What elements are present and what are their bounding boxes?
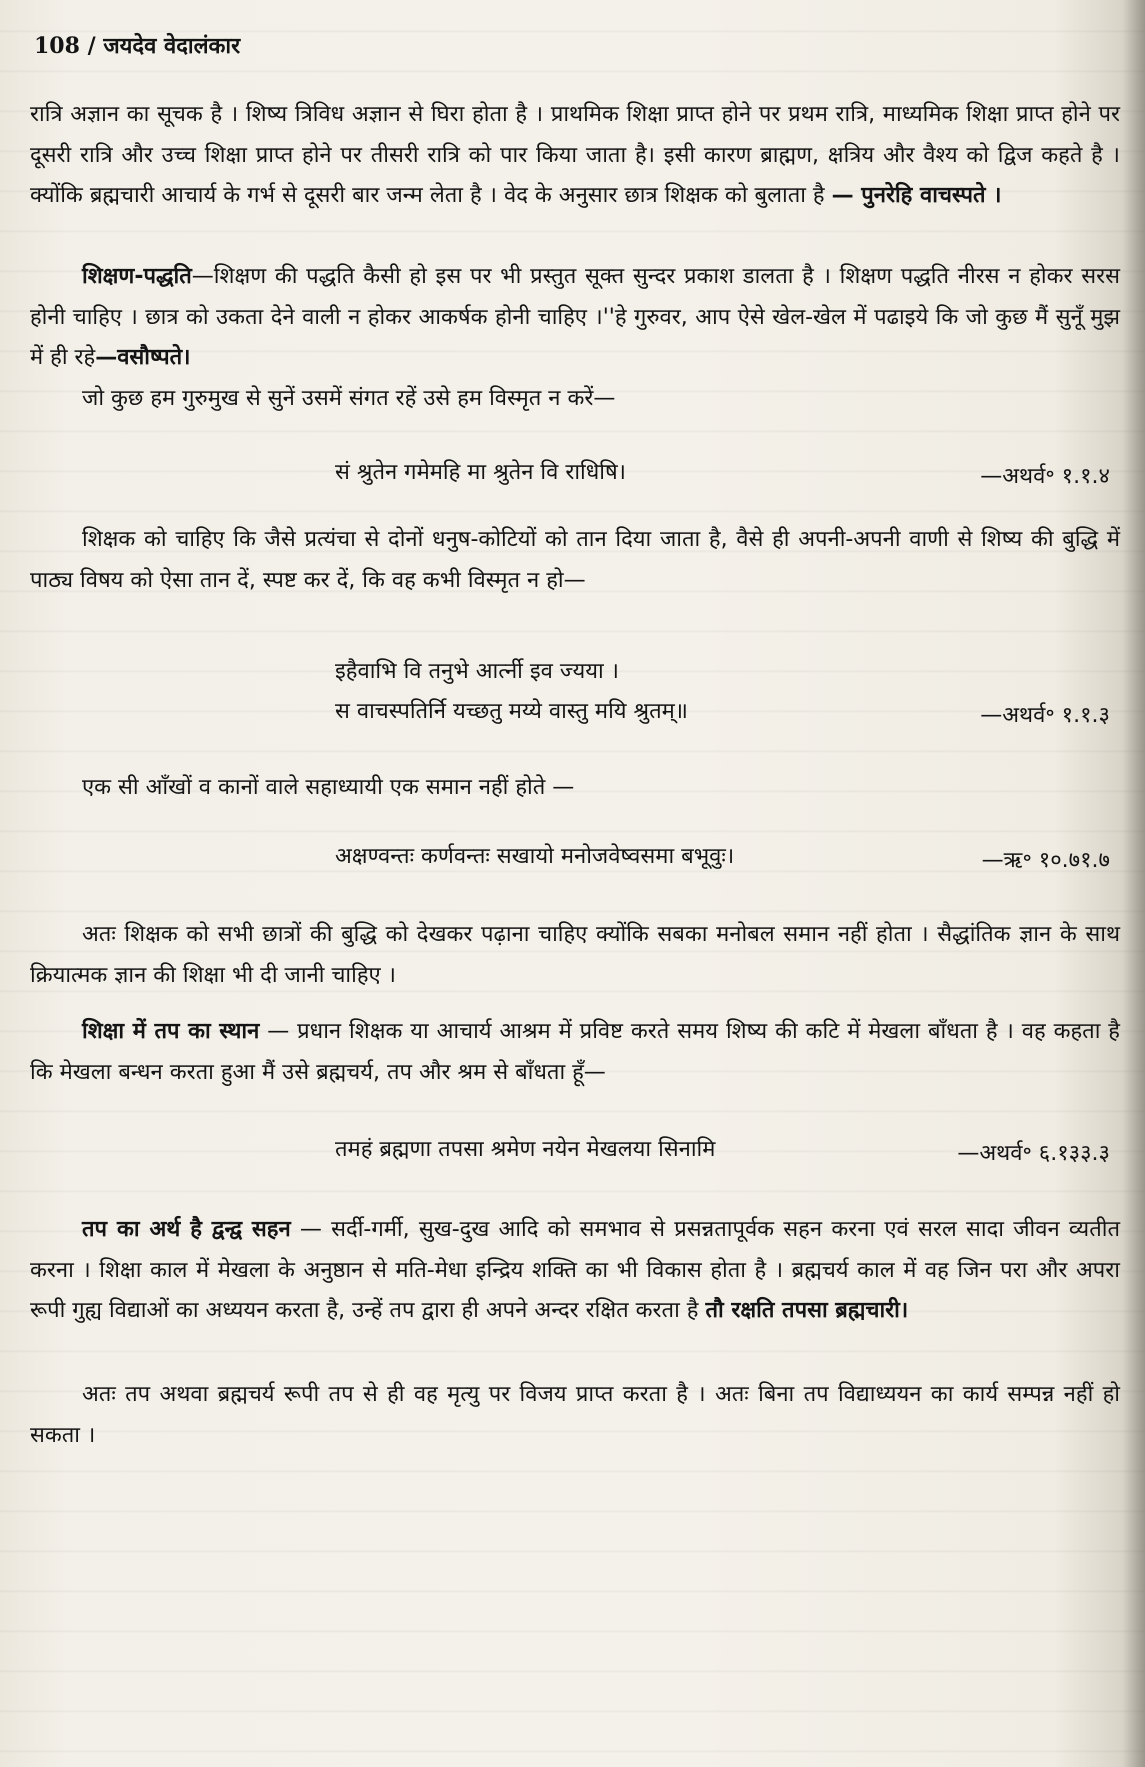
paragraph-text: — सर्दी-गर्मी, सुख-दुख आदि को समभाव से प्रसन्नतापूर्वक सहन करना एवं सरल सादा जीवन व्यतीत करना । शिक्षा काल में मेखला के अनुष्ठान से मति-मेधा इन्द्रिय शक्ति का भी विकास होता है । ब्रह्मचर्य काल में वह जिन परा और अपरा रूपी गुह्य विद्याओं का अध्ययन करता है, उन्हें तप द्वारा ही अपने अन्दर रक्षित करता है: [30, 1217, 1120, 1323]
bold-phrase: तौ रक्षति तपसा ब्रह्मचारी।: [705, 1298, 909, 1323]
paragraph-classmates: [30, 768, 1120, 809]
paragraph-text: शिक्षक को चाहिए कि जैसे प्रत्यंचा से दोनों धनुष-कोटियों को तान दिया जाता है, वैसे ही अपनी-अपनी वाणी से शिष्य की बुद्धि में पाठ्य विषय को ऐसा तान दें, स्पष्ट कर दें, कि वह कभी विस्मृत न हो—: [30, 527, 1120, 593]
header-separator: /: [87, 33, 96, 59]
paragraph-teacher-observation: [30, 915, 1120, 996]
verse-reference: —अथर्व॰ ६.१३३.३: [957, 1141, 1110, 1166]
bold-phrase: — पुनरेहि वाचस्पते ।: [831, 183, 1002, 208]
verse-quote: अक्षण्वन्तः कर्णवन्तः सखायो मनोजवेष्वसमा बभूवुः।: [335, 844, 735, 869]
paragraph-text: एक सी आँखों व कानों वाले सहाध्यायी एक समान नहीं होते —: [82, 775, 575, 800]
paragraph-conclusion: [30, 1375, 1120, 1456]
paragraph-night-ignorance: [30, 95, 1120, 217]
verse-quote: सं श्रुतेन गमेमहि मा श्रुतेन वि राधिषि।: [335, 460, 627, 485]
section-heading: तप का अर्थ है द्वन्द्व सहन: [82, 1217, 291, 1242]
section-heading: शिक्षा में तप का स्थान: [82, 1019, 260, 1044]
paragraph-teaching-method: [30, 257, 1120, 379]
page-number: 108: [34, 33, 80, 59]
paragraph-text: — प्रधान शिक्षक या आचार्य आश्रम में प्रविष्ट करते समय शिष्य की कटि में मेखला बाँधता है । वह कहता है कि मेखला बन्धन करता हुआ मैं उसे ब्रह्मचर्य, तप और श्रम से बाँधता हूँ—: [30, 1019, 1120, 1085]
paragraph-remember: [30, 379, 1120, 420]
section-heading: शिक्षण-पद्धति: [82, 264, 192, 289]
verse-reference: —अथर्व॰ १.१.४: [980, 464, 1110, 489]
verse-quote: तमहं ब्रह्मणा तपसा श्रमेण नयेन मेखलया सिनामि: [335, 1137, 716, 1162]
verse-reference: —ऋ॰ १०.७१.७: [981, 848, 1110, 873]
verse-quote-line-2: स वाचस्पतिर्नि यच्छतु मय्ये वास्तु मयि श्रुतम्॥: [335, 699, 688, 724]
paragraph-text: —शिक्षण की पद्धति कैसी हो इस पर भी प्रस्तुत सूक्त सुन्दर प्रकाश डालता है । शिक्षण पद्धति नीरस न होकर सरस होनी चाहिए । छात्र को उकता देने वाली न होकर आकर्षक होनी चाहिए ।''हे गुरुवर, आप ऐसे खेल-खेल में पढाइये कि जो कुछ मैं सुनूँ मुझ में ही रहे: [30, 264, 1120, 370]
verse-quote-line-1: इहैवाभि वि तनुभे आर्त्नी इव ज्यया ।: [335, 659, 620, 684]
paragraph-tapas-meaning: [30, 1210, 1120, 1332]
paragraph-text: जो कुछ हम गुरुमुख से सुनें उसमें संगत रहें उसे हम विस्मृत न करें—: [82, 386, 616, 411]
bold-phrase: —वसौष्पते।: [95, 345, 191, 370]
header-author: जयदेव वेदालंकार: [103, 33, 241, 59]
paragraph-bowstring: [30, 520, 1120, 601]
paragraph-tapas-place: [30, 1012, 1120, 1093]
running-header: [34, 30, 240, 60]
paragraph-text: रात्रि अज्ञान का सूचक है । शिष्य त्रिविध अज्ञान से घिरा होता है । प्राथमिक शिक्षा प्राप्त होने पर प्रथम रात्रि, माध्यमिक शिक्षा प्राप्त होने पर दूसरी रात्रि और उच्च शिक्षा प्राप्त होने पर तीसरी रात्रि को पार किया जाता है। इसी कारण ब्राह्मण, क्षत्रिय और वैश्य को द्विज कहते है । क्योंकि ब्रह्मचारी आचार्य के गर्भ से दूसरी बार जन्म लेता है । वेद के अनुसार छात्र शिक्षक को बुलाता है: [30, 102, 1120, 208]
verse-reference: —अथर्व॰ १.१.३: [980, 703, 1110, 728]
paragraph-text: अतः तप अथवा ब्रह्मचर्य रूपी तप से ही वह मृत्यु पर विजय प्राप्त करता है । अतः बिना तप विद्याध्ययन का कार्य सम्पन्न नहीं हो सकता ।: [30, 1382, 1120, 1448]
paragraph-text: अतः शिक्षक को सभी छात्रों की बुद्धि को देखकर पढ़ाना चाहिए क्योंकि सबका मनोबल समान नहीं होता । सैद्धांतिक ज्ञान के साथ क्रियात्मक ज्ञान की शिक्षा भी दी जानी चाहिए ।: [30, 922, 1120, 988]
